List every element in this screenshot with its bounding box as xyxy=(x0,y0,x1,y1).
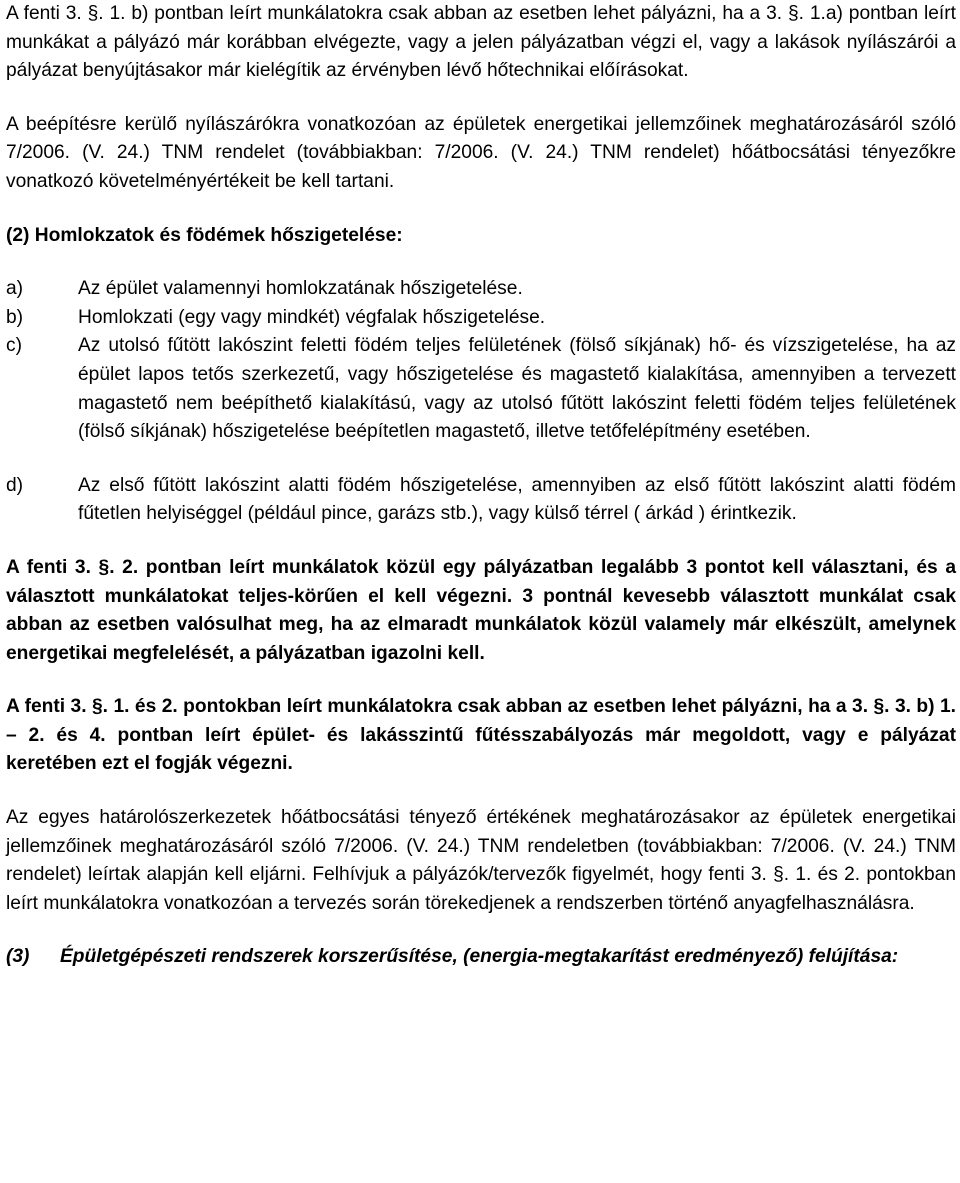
list-marker: d) xyxy=(6,474,24,496)
list-marker: b) xyxy=(6,306,24,328)
bold-requirement-paragraph-2: A fenti 3. §. 1. és 2. pontokban leírt munkálatokra csak abban az esetben lehet pályázni, ha a 3. §. 3. b) 1. – 2. és 4. pontban leírt épület- és lakásszintű fűtésszabályozás már megoldott, vagy e pályázat keretében ezt el fogják végezni. xyxy=(6,696,956,775)
list-item-text: Az épület valamennyi homlokzatának hőszigetelése. xyxy=(78,278,523,300)
document-page xyxy=(6,0,956,972)
bold-requirement-paragraph-1: A fenti 3. §. 2. pontban leírt munkálatok közül egy pályázatban legalább 3 pontot kell választani, és a választott munkálatokat teljes-körűen el kell végezni. 3 pontnál kevesebb választott munkálat csak abban az esetben valósulhat meg, ha az elmaradt munkálatok közül valamely már elkészült, amelynek energetikai megfelelését, a pályázatban igazolni kell. xyxy=(6,556,956,664)
section-2-heading: (2) Homlokzatok és födémek hőszigetelése: xyxy=(6,224,403,246)
section-2-list xyxy=(6,275,956,529)
regulation-paragraph: Az egyes határolószerkezetek hőátbocsátási tényező értékének meghatározásakor az épületek energetikai jellemzőinek meghatározásáról szóló 7/2006. (V. 24.) TNM rendeletben (továbbiakban: 7/2006. (V. 24.) TNM rendelet) leírtak alapján kell eljárni. Felhívjuk a pályázók/tervezők figyelmét, hogy fenti 3. §. 1. és 2. pontokban leírt munkálatokra vonatkozóan a tervezés során törekedjenek a rendszerben történő anyagfelhasználásra. xyxy=(6,807,956,914)
section-3-title: Épületgépészeti rendszerek korszerűsítése, (energia-megtakarítást eredményező) felújítása: xyxy=(60,946,899,968)
section-3-heading xyxy=(6,943,956,972)
list-item xyxy=(6,472,956,529)
list-item-text: Homlokzati (egy vagy mindkét) végfalak hőszigetelése. xyxy=(78,306,546,328)
window-requirements-paragraph: A beépítésre kerülő nyílászárókra vonatkozóan az épületek energetikai jellemzőinek meghatározásáról szóló 7/2006. (V. 24.) TNM rendelet (továbbiakban: 7/2006. (V. 24.) TNM rendelet) hőátbocsátási tényezőkre vonatkozó követelményértékeit be kell tartani. xyxy=(6,113,956,192)
list-item xyxy=(6,275,956,304)
intro-paragraph: A fenti 3. §. 1. b) pontban leírt munkálatokra csak abban az esetben lehet pályázni, ha a 3. §. 1.a) pontban leírt munkákat a pályázó már korábban elvégezte, vagy a jelen pályázatban végzi el, vagy a lakások nyílászárói a pályázat benyújtásakor már kielégítik az érvényben lévő hőtechnikai előírásokat. xyxy=(6,3,956,82)
list-item xyxy=(6,332,956,446)
list-item xyxy=(6,304,956,333)
list-item-text: Az első fűtött lakószint alatti födém hőszigetelése, amennyiben az első fűtött lakószint alatti födém fűtetlen helyiséggel (például pince, garázs stb.), vagy külső térrel ( árkád ) érintkezik. xyxy=(78,474,956,525)
list-item-text: Az utolsó fűtött lakószint feletti födém teljes felületének (fölső síkjának) hő- és vízszigetelése, ha az épület lapos tetős szerkezetű, vagy hőszigetelése és magastető kialakítása, amennyiben a tervezett magastető nem beépíthető kialakítású, vagy az utolsó fűtött lakószint feletti födém teljes felületének (fölső síkjának) hőszigetelése beépítetlen magastető, illetve tetőfelépítmény esetében. xyxy=(78,335,956,443)
section-3-number: (3) xyxy=(6,946,30,968)
list-marker: c) xyxy=(6,335,22,357)
list-marker: a) xyxy=(6,278,24,300)
